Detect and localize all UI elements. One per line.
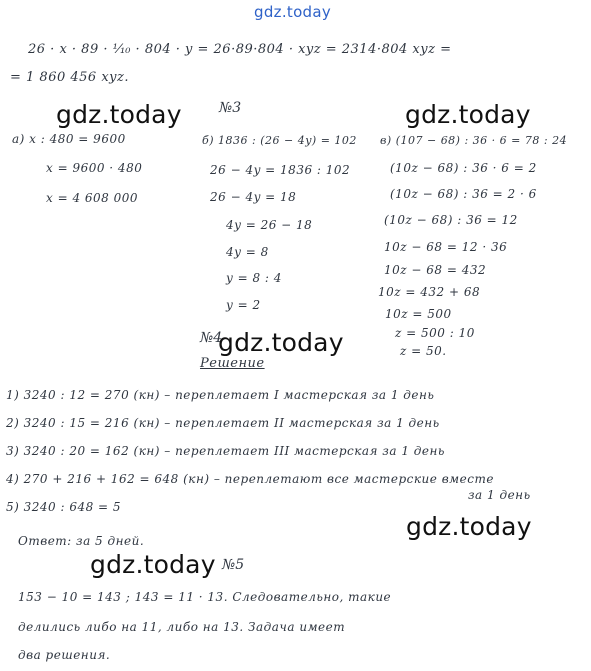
task3-b-line-2: 26 − 4y = 1836 : 102: [210, 163, 351, 177]
task3-b-line-6: y = 8 : 4: [226, 271, 282, 285]
task3-number: №3: [219, 100, 242, 116]
task4-answer: Ответ: за 5 дней.: [18, 534, 145, 548]
task3-c-line-1: в) (107 − 68) : 36 · 6 = 78 : 24: [380, 134, 568, 147]
header-watermark: gdz.today: [254, 3, 332, 21]
task4-line-4: 4) 270 + 216 + 162 = 648 (кн) – переплетают все мастерские вместе: [6, 472, 494, 486]
task3-a-line-1: а) x : 480 = 9600: [12, 132, 126, 146]
task5-line-2: делились либо на 11, либо на 13. Задача имеет: [18, 620, 346, 634]
task3-c-line-7: 10z = 432 + 68: [378, 285, 481, 299]
watermark-2: gdz.today: [405, 100, 531, 129]
task4-line-6: 5) 3240 : 648 = 5: [6, 500, 122, 514]
intro-line-1: 26 · x · 89 · ⅒ · 804 · y = 26·89·804 · xyz = 2314·804 xyz =: [28, 42, 452, 57]
task3-c-line-6: 10z − 68 = 432: [384, 263, 487, 277]
watermark-4: gdz.today: [406, 512, 532, 541]
task3-c-line-9: z = 500 : 10: [395, 326, 475, 340]
task3-b-line-3: 26 − 4y = 18: [210, 190, 297, 204]
task4-line-2: 2) 3240 : 15 = 216 (кн) – переплетает II мастерская за 1 день: [6, 416, 440, 430]
watermark-1: gdz.today: [56, 100, 182, 129]
task3-c-line-5: 10z − 68 = 12 · 36: [384, 240, 508, 254]
task3-b-line-7: y = 2: [226, 298, 261, 312]
task4-number: №4: [200, 330, 223, 346]
watermark-5: gdz.today: [90, 550, 216, 579]
task3-b-line-5: 4y = 8: [226, 245, 269, 259]
task3-c-line-3: (10z − 68) : 36 = 2 · 6: [390, 187, 537, 201]
task3-c-line-2: (10z − 68) : 36 · 6 = 2: [390, 161, 537, 175]
task5-number: №5: [222, 557, 245, 573]
task5-line-3: два решения.: [18, 648, 111, 662]
task4-line-3: 3) 3240 : 20 = 162 (кн) – переплетает III мастерская за 1 день: [6, 444, 445, 458]
task3-c-line-8: 10z = 500: [385, 307, 452, 321]
task3-c-line-4: (10z − 68) : 36 = 12: [384, 213, 518, 227]
task3-a-line-3: x = 4 608 000: [46, 191, 139, 205]
task4-line-5: за 1 день: [468, 488, 531, 502]
task4-heading: Решение: [200, 356, 265, 371]
task3-b-line-1: б) 1836 : (26 − 4y) = 102: [202, 134, 357, 147]
task4-line-1: 1) 3240 : 12 = 270 (кн) – переплетает I мастерская за 1 день: [6, 388, 435, 402]
task3-a-line-2: x = 9600 · 480: [46, 161, 143, 175]
watermark-3: gdz.today: [218, 328, 344, 357]
task3-c-line-10: z = 50.: [400, 344, 447, 358]
intro-line-2: = 1 860 456 xyz.: [10, 70, 129, 85]
task5-line-1: 153 − 10 = 143 ; 143 = 11 · 13. Следовательно, такие: [18, 590, 392, 604]
task3-b-line-4: 4y = 26 − 18: [226, 218, 313, 232]
